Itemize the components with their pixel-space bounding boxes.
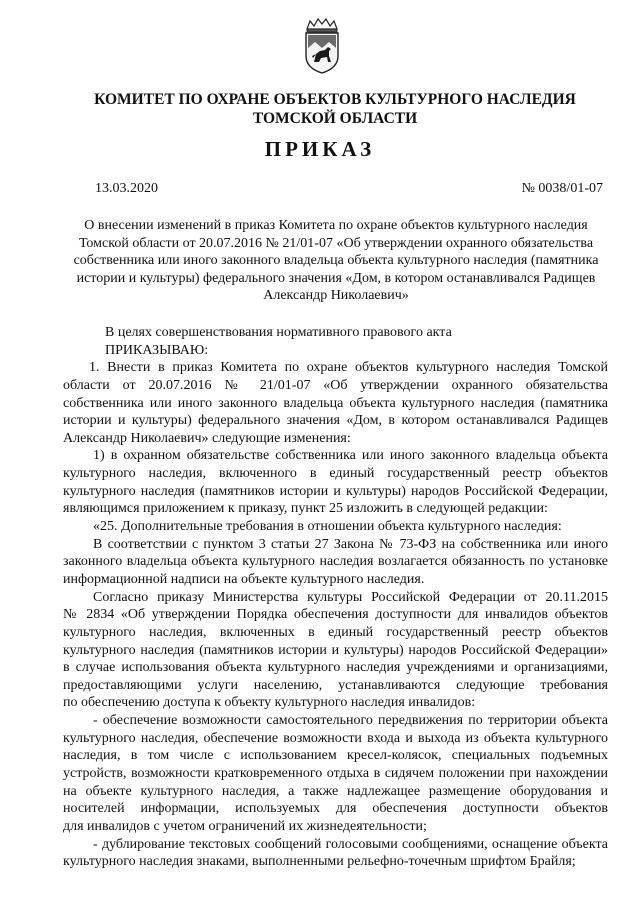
body-line: Александр Николаевич» следующие изменения: xyxy=(63,430,351,446)
body-line: собственника или иного законного владельца объекта культурного наследия (памятника xyxy=(63,395,608,411)
body-line: культурного наследия, включенного в единый государственный реестр объектов xyxy=(63,466,608,482)
body-line: культурного наследия знаками, выполненными рельефно-точечным шрифтом Брайля; xyxy=(63,854,576,870)
body-line: культурного наследия, включенных в единый государственный реестр объектов xyxy=(63,624,608,640)
body-line: информационной надписи на объекте культурного наследия. xyxy=(63,571,425,587)
body-line: № 2834 «Об утверждении Порядка обеспечения доступности для инвалидов объектов xyxy=(63,607,608,623)
body-line: в случае использования объекта культурного наследия учреждениями и организациями, xyxy=(63,660,608,676)
body-line: законного владельца объекта культурного наследия возлагается обязанность по установке xyxy=(63,554,608,570)
subject-line: Томской области от 20.07.2016 № 21/01-07 «Об утверждении охранного обязательства xyxy=(78,235,594,251)
body-line: - дублирование текстовых сообщений голосовыми сообщениями, оснащение объекта xyxy=(93,836,608,852)
organization-name-line-2: ТОМСКОЙ ОБЛАСТИ xyxy=(252,110,418,127)
body-line: по обеспечению доступа к объекту культурного наследия инвалидов: xyxy=(63,695,476,711)
subject-line: собственника или иного законного владельца объекта культурного наследия (памятника xyxy=(73,253,599,269)
body-line: 1) в охранном обязательстве собственника или иного законного владельца объекта xyxy=(93,448,608,464)
order-number: № 0038/01-07 xyxy=(521,181,603,196)
subject-line: Александр Николаевич» xyxy=(263,288,409,304)
body-line: В соответствии с пунктом 3 статьи 27 Закона № 73-ФЗ на собственника или иного xyxy=(93,536,608,552)
coat-of-arms-icon xyxy=(299,18,345,74)
body-line: ПРИКАЗЫВАЮ: xyxy=(105,342,209,358)
document-type-title: ПРИКАЗ xyxy=(264,137,376,161)
body-line: на объекте культурного наследия, а также надлежащее размещение оборудования и xyxy=(63,783,608,799)
organization-name-line-1: КОМИТЕТ ПО ОХРАНЕ ОБЪЕКТОВ КУЛЬТУРНОГО НАСЛЕДИЯ xyxy=(94,91,576,108)
body-line: для инвалидов с учетом ограничений их жизнедеятельности; xyxy=(63,818,427,834)
body-line: истории и культуры) федерального значения «Дом, в котором останавливался Радищев xyxy=(63,413,608,429)
body-line: предоставляющими услуги населению, устанавливаются следующие требования xyxy=(63,677,608,693)
body-line: - обеспечение возможности самостоятельного передвижения по территории объекта xyxy=(93,713,608,729)
body-line: устройств, возможности кратковременного отдыха в сидячем положении при нахождении xyxy=(63,766,608,782)
body-line: носителей информации, используемых для обеспечения доступности объектов xyxy=(63,801,608,817)
order-date: 13.03.2020 xyxy=(95,181,158,196)
body-line: области от 20.07.2016 № 21/01-07 «Об утверждении охранного обязательства xyxy=(63,377,608,393)
body-line: В целях совершенствования нормативного правового акта xyxy=(105,325,452,340)
body-line: культурного наследия, обеспечение возможности входа и выхода из объекта культурного xyxy=(63,730,608,746)
body-line: культурного наследия (памятников истории и культуры) народов Российской Федерации» xyxy=(63,642,608,658)
body-line: 1. Внести в приказ Комитета по охране объектов культурного наследия Томской xyxy=(89,360,608,376)
body-line: наследия, в том числе с использованием кресел-колясок, специальных подъемных xyxy=(63,748,608,764)
body-line: «25. Дополнительные требования в отношении объекта культурного наследия: xyxy=(93,519,562,535)
body-line: являющимся приложением к приказу, пункт 25 изложить в следующей редакции: xyxy=(63,501,548,517)
order-subject xyxy=(66,217,606,305)
subject-line: О внесении изменений в приказ Комитета по охране объектов культурного наследия xyxy=(84,218,588,233)
body-line: культурного наследия (памятников истории и культуры) народов Российской Федерации, xyxy=(63,483,608,499)
subject-line: истории и культуры) федерального значения «Дом, в котором останавливался Радищев xyxy=(76,270,596,286)
body-line: Согласно приказу Министерства культуры Российской Федерации от 20.11.2015 xyxy=(93,589,608,605)
order-body xyxy=(63,324,608,871)
